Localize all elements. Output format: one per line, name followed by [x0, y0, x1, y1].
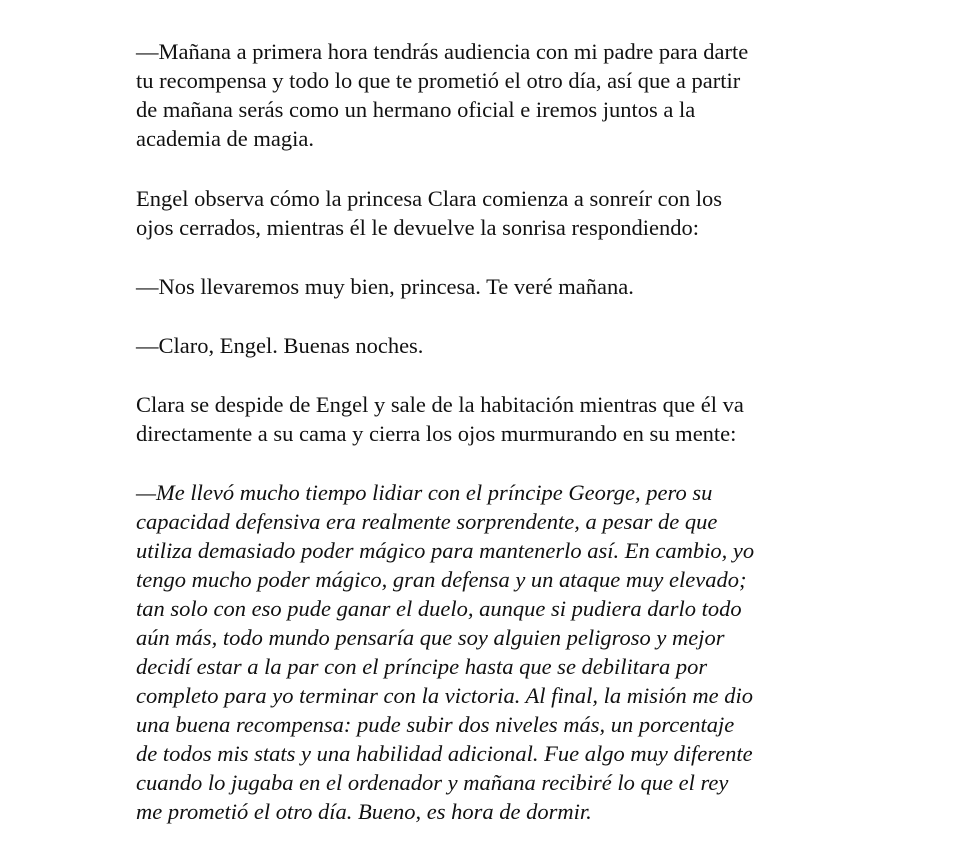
text-line: de todos mis stats y una habilidad adicional. Fue algo muy diferente: [136, 741, 753, 766]
text-line: tan solo con eso pude ganar el duelo, aunque si pudiera darlo todo: [136, 596, 742, 621]
paragraph-6-inner-monologue: [136, 478, 754, 826]
text-line: —Nos llevaremos muy bien, princesa. Te veré mañana.: [136, 274, 634, 299]
paragraph-3-dialogue-engel: [136, 272, 634, 301]
text-line: tu recompensa y todo lo que te prometió el otro día, así que a partir: [136, 68, 741, 93]
text-line: decidí estar a la par con el príncipe hasta que se debilitara por: [136, 654, 708, 679]
text-line: una buena recompensa: pude subir dos niveles más, un porcentaje: [136, 712, 735, 737]
text-line: tengo mucho poder mágico, gran defensa y un ataque muy elevado;: [136, 567, 747, 592]
text-line: utiliza demasiado poder mágico para mantenerlo así. En cambio, yo: [136, 538, 755, 563]
text-line: Engel observa cómo la princesa Clara comienza a sonreír con los: [136, 186, 723, 211]
paragraph-1-dialogue-clara: [136, 37, 748, 153]
paragraph-5-narration: [136, 390, 744, 448]
paragraph-2-narration: [136, 184, 722, 242]
text-line: capacidad defensiva era realmente sorprendente, a pesar de que: [136, 509, 718, 534]
text-line: —Claro, Engel. Buenas noches.: [136, 333, 424, 358]
text-line: de mañana serás como un hermano oficial e iremos juntos a la: [136, 97, 696, 122]
text-line: aún más, todo mundo pensaría que soy alguien peligroso y mejor: [136, 625, 725, 650]
text-line: me prometió el otro día. Bueno, es hora de dormir.: [136, 799, 592, 824]
text-line: directamente a su cama y cierra los ojos murmurando en su mente:: [136, 421, 737, 446]
text-line: —Me llevó mucho tiempo lidiar con el príncipe George, pero su: [136, 480, 713, 505]
text-line: Clara se despide de Engel y sale de la habitación mientras que él va: [136, 392, 744, 417]
text-line: academia de magia.: [136, 126, 315, 151]
text-line: ojos cerrados, mientras él le devuelve la sonrisa respondiendo:: [136, 215, 699, 240]
text-line: —Mañana a primera hora tendrás audiencia con mi padre para darte: [136, 39, 749, 64]
paragraph-4-dialogue-clara: [136, 331, 423, 360]
text-line: cuando lo jugaba en el ordenador y mañana recibiré lo que el rey: [136, 770, 729, 795]
text-line: completo para yo terminar con la victoria. Al final, la misión me dio: [136, 683, 754, 708]
